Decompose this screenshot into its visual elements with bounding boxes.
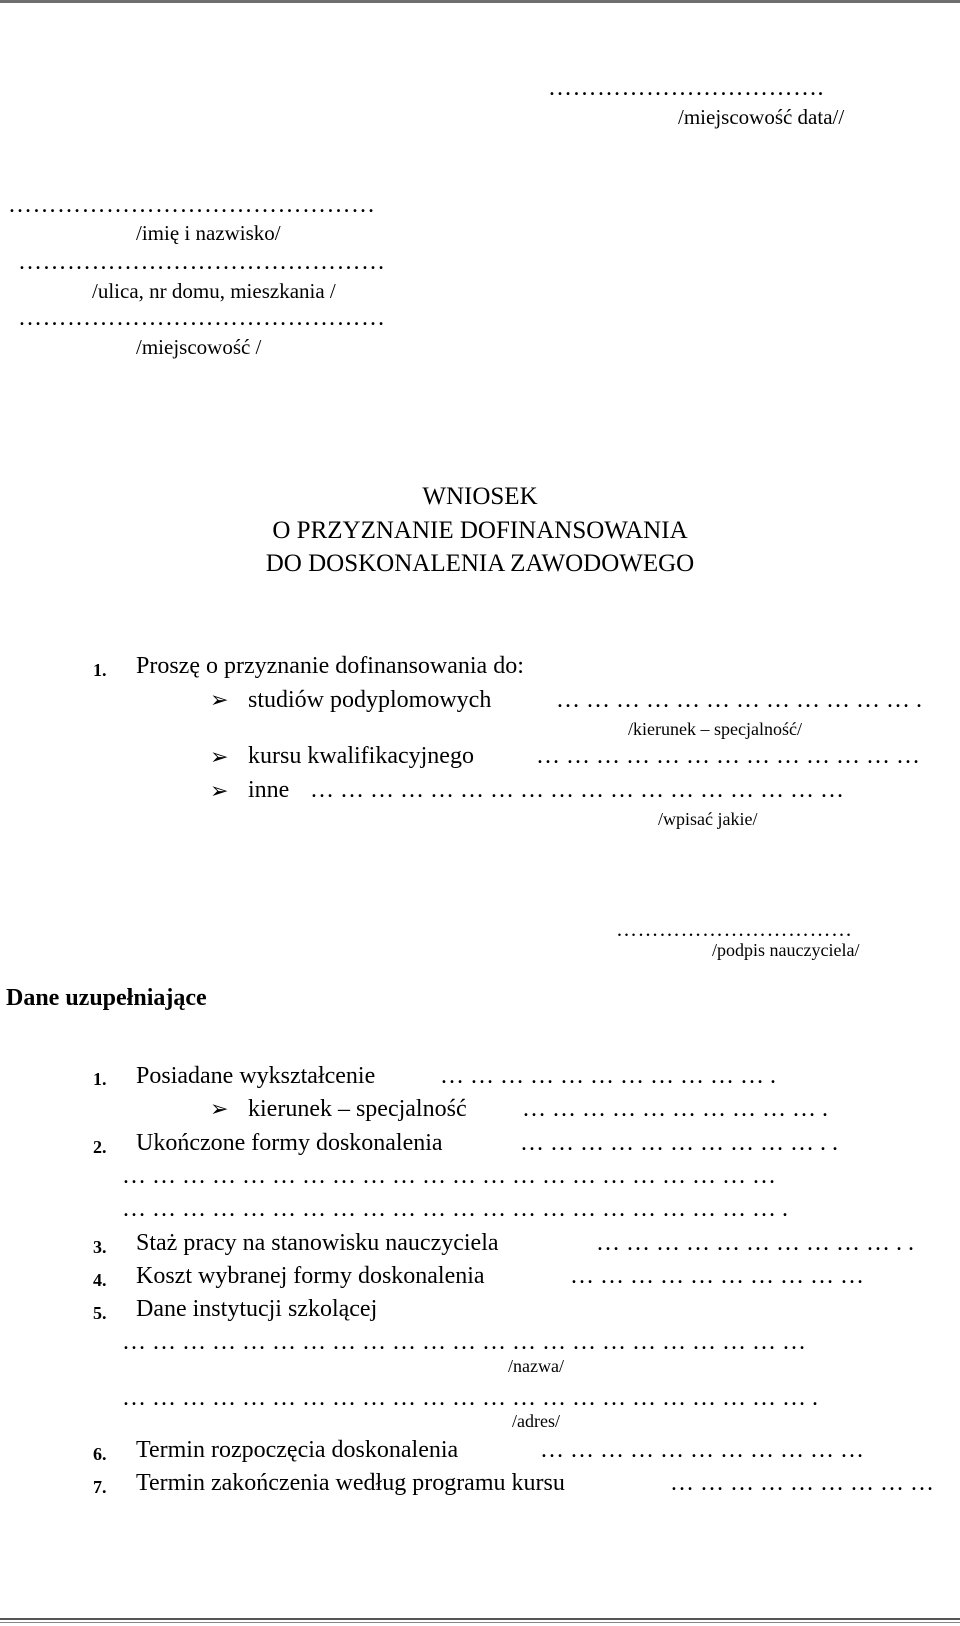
bullet-arrow-icon: ➢ — [210, 778, 229, 803]
item-5-address-caption: /adres/ — [512, 1411, 560, 1431]
place-date-label: /miejscowość data// — [678, 105, 845, 129]
option-qualification-dots: ………………………………… — [536, 743, 926, 769]
form-title-line-1: WNIOSEK — [422, 483, 538, 510]
applicant-name-dots: ……………………………………… — [8, 192, 376, 218]
signature-dots: …………………………… — [616, 917, 853, 941]
item-7-label: Termin zakończenia według programu kursu — [136, 1470, 565, 1496]
item-2-number: 2. — [93, 1137, 107, 1157]
item-7-number: 7. — [93, 1477, 107, 1497]
bullet-arrow-icon: ➢ — [210, 1096, 229, 1121]
option-postgrad-label: studiów podyplomowych — [248, 687, 492, 713]
item-3-dots: ………………………….. — [596, 1230, 920, 1256]
item-3-label: Staż pracy na stanowisku nauczyciela — [136, 1230, 499, 1256]
bottom-rule — [0, 1618, 960, 1620]
applicant-street-dots: ……………………………………… — [18, 249, 386, 275]
option-postgrad-caption: /kierunek – specjalność/ — [628, 719, 802, 739]
item-1-sub-dots: …………………………. — [522, 1096, 834, 1122]
form-title-line-2: O PRZYZNANIE DOFINANSOWANIA — [272, 517, 688, 544]
item-3-number: 3. — [93, 1237, 107, 1257]
item-6-number: 6. — [93, 1444, 107, 1464]
item-5-name-dots: …………………………………………………………… — [122, 1329, 812, 1355]
item-2-label: Ukończone formy doskonalenia — [136, 1130, 443, 1156]
item-4-dots: ………………………… — [570, 1263, 870, 1289]
item-2-extra-line-2: …………………………………………………………. — [122, 1196, 794, 1222]
form-title-line-3: DO DOSKONALENIA ZAWODOWEGO — [265, 550, 695, 577]
option-qualification-label: kursu kwalifikacyjnego — [248, 743, 474, 769]
bottom-rule-thin — [0, 1622, 960, 1623]
option-postgrad-dots: ………………………………. — [556, 687, 928, 713]
applicant-city-label: /miejscowość / — [136, 335, 262, 359]
item-4-label: Koszt wybranej formy doskonalenia — [136, 1263, 485, 1289]
option-other-caption: /wpisać jakie/ — [658, 809, 758, 829]
request-number: 1. — [93, 660, 107, 680]
item-1-number: 1. — [93, 1069, 107, 1089]
item-5-name-caption: /nazwa/ — [508, 1356, 564, 1376]
item-6-dots: …………………………… — [540, 1437, 870, 1463]
item-2-dots: ………………………….. — [520, 1130, 844, 1156]
bullet-arrow-icon: ➢ — [210, 744, 229, 769]
supplementary-heading: Dane uzupełniające — [6, 985, 207, 1011]
bullet-arrow-icon: ➢ — [210, 687, 229, 712]
request-text: Proszę o przyznanie dofinansowania do: — [136, 653, 524, 679]
item-1-dots: ……………………………. — [440, 1063, 782, 1089]
item-1-sub-label: kierunek – specjalność — [248, 1096, 467, 1122]
applicant-name-label: /imię i nazwisko/ — [136, 221, 281, 245]
item-4-number: 4. — [93, 1270, 107, 1290]
signature-label: /podpis nauczyciela/ — [712, 940, 860, 960]
applicant-street-label: /ulica, nr domu, mieszkania / — [92, 279, 336, 303]
item-1-label: Posiadane wykształcenie — [136, 1063, 376, 1089]
place-date-dots: ……………………………. — [548, 75, 824, 101]
item-7-dots: ……………………… — [670, 1470, 940, 1496]
item-5-address-dots: ……………………………………………………………. — [122, 1385, 824, 1411]
option-other-label: inne — [248, 777, 290, 803]
item-6-label: Termin rozpoczęcia doskonalenia — [136, 1437, 459, 1463]
applicant-city-dots: ……………………………………… — [18, 305, 386, 331]
item-5-number: 5. — [93, 1303, 107, 1323]
item-5-label: Dane instytucji szkolącej — [136, 1296, 378, 1322]
option-other-dots: ……………………………………………… — [310, 777, 850, 803]
top-rule — [0, 0, 960, 3]
item-2-extra-line-1: ………………………………………………………… — [122, 1163, 782, 1189]
